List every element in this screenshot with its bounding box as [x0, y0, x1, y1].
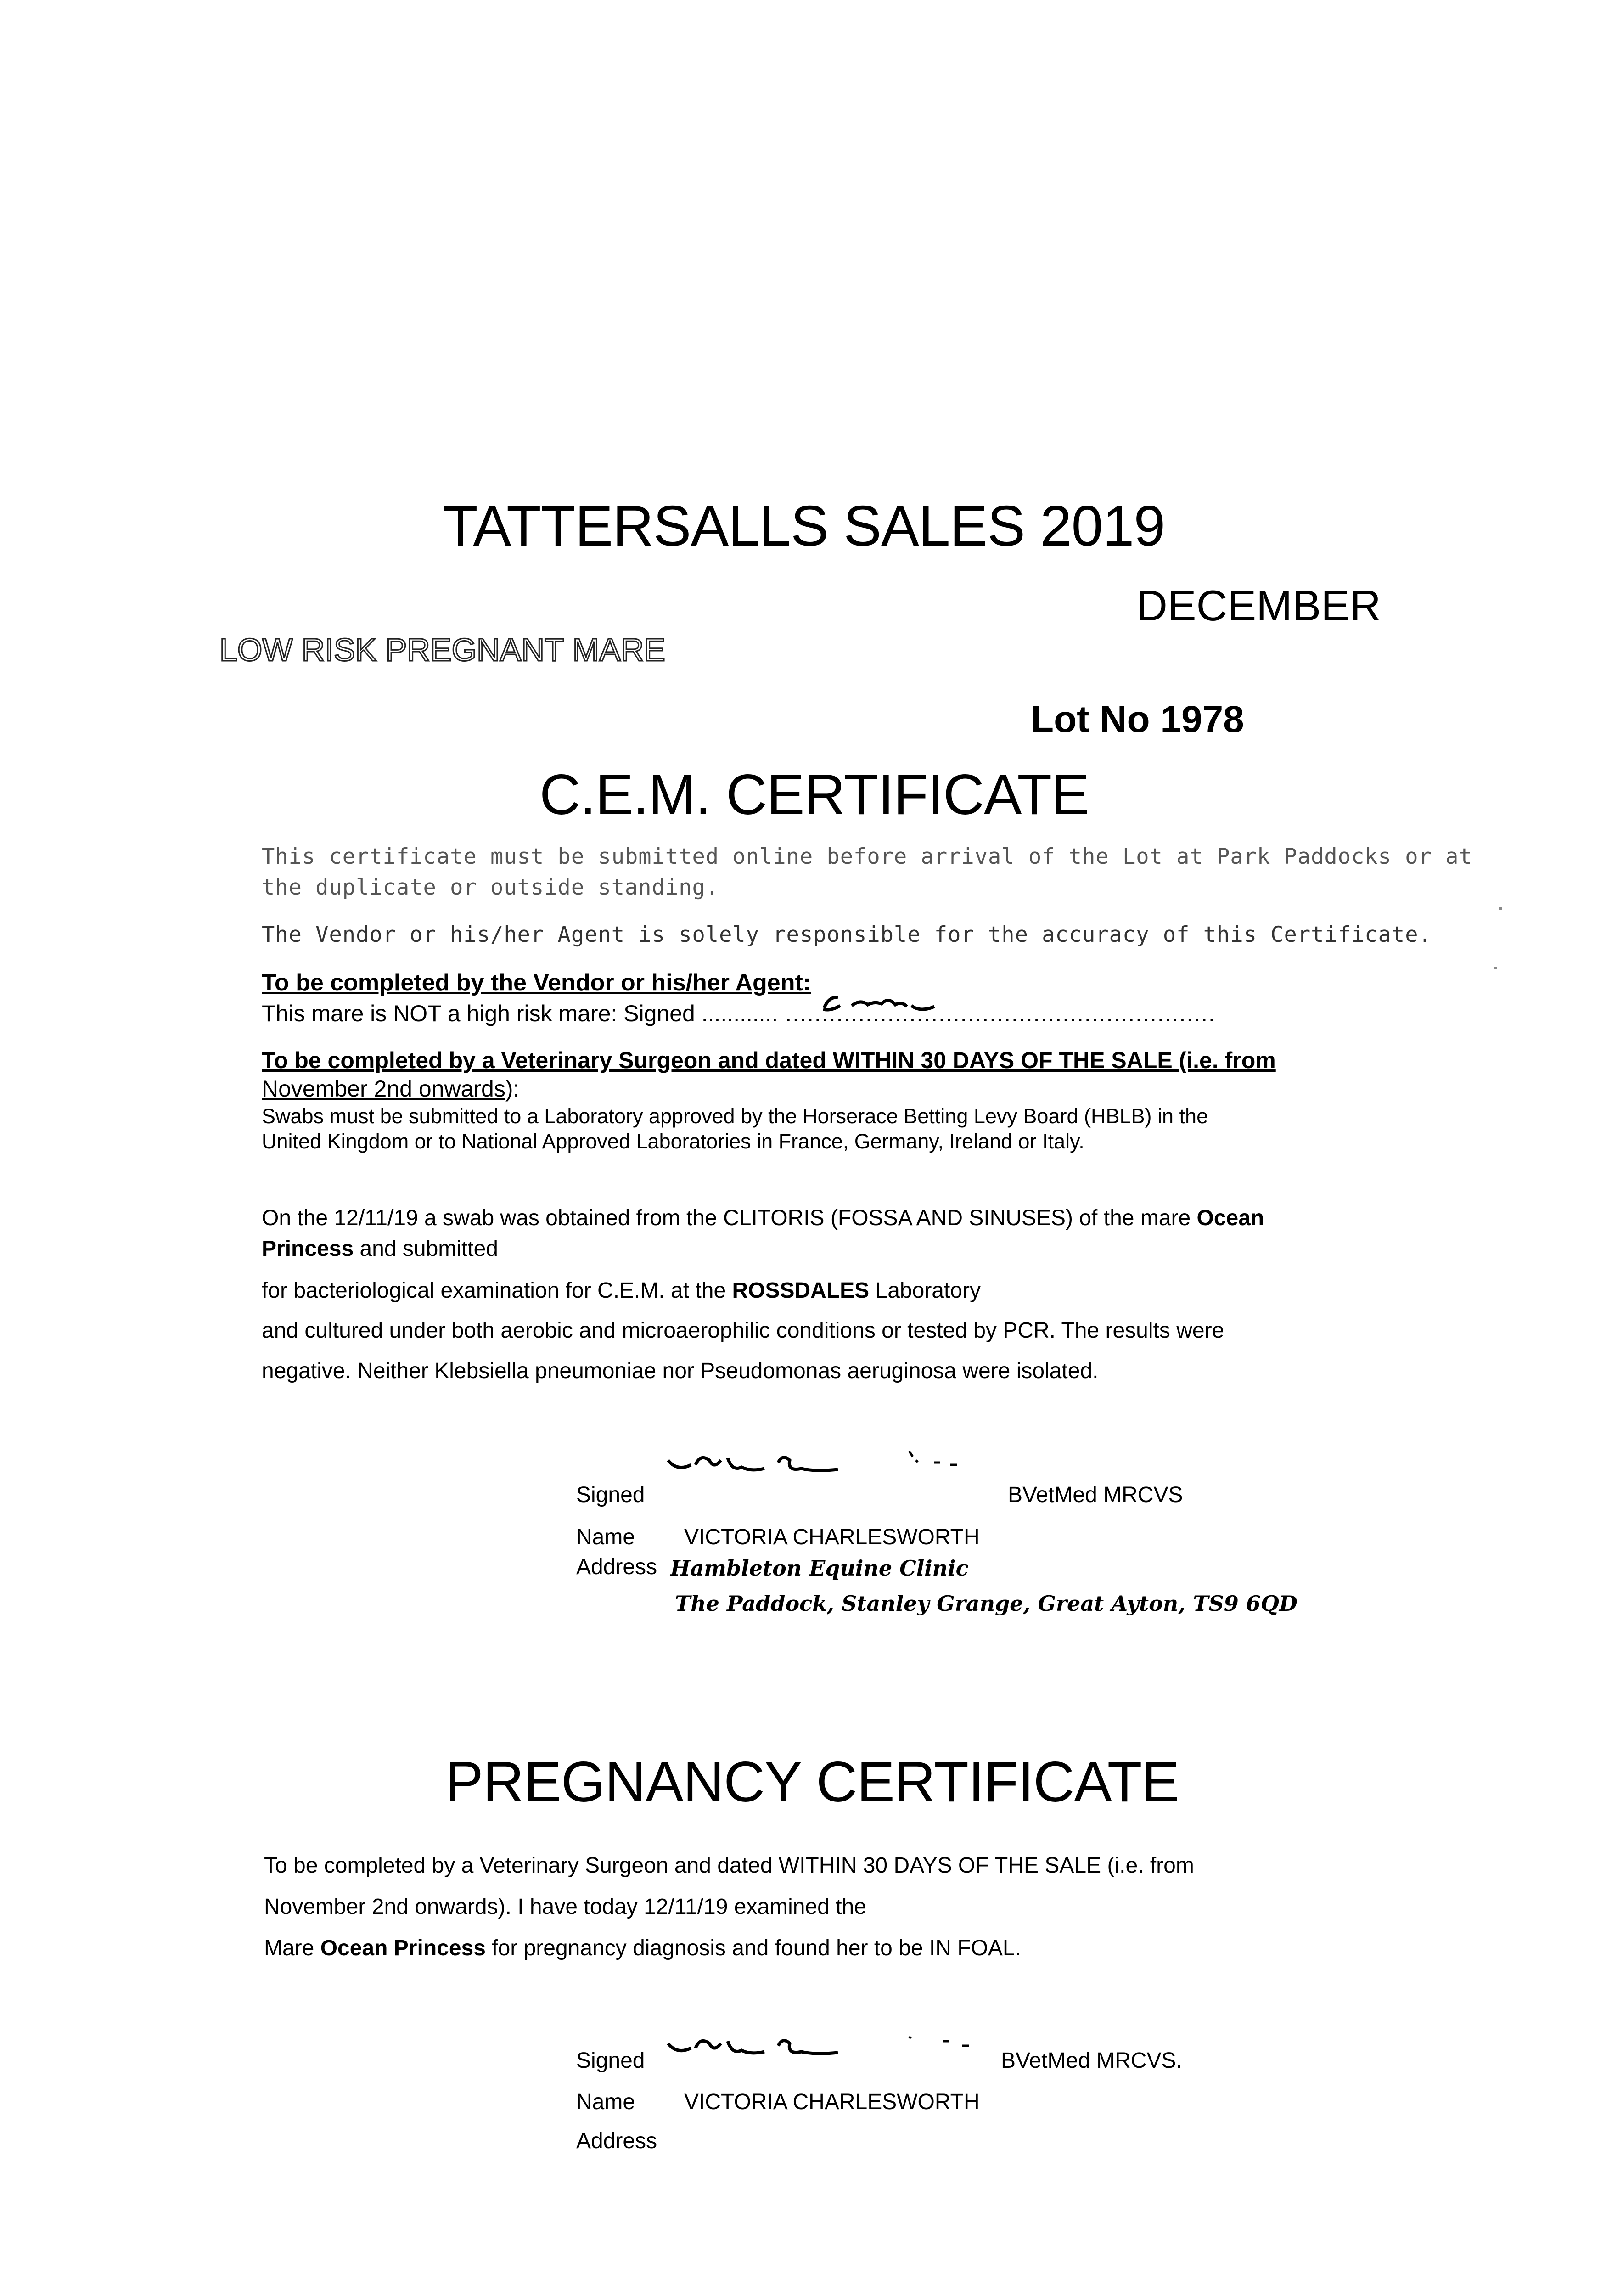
result-line3-text: for bacteriological examination for C.E.M. at the [262, 1278, 732, 1303]
pregnancy-signature-mark [907, 2030, 976, 2055]
vendor-signature [820, 987, 948, 1019]
pregnancy-name-label: Name [576, 2090, 635, 2114]
result-line4: and cultured under both aerobic and microaerophilic conditions or tested by PCR. The results were [262, 1318, 1224, 1343]
cem-notice-line2: the duplicate or outside standing. [262, 875, 719, 900]
vet-heading-suffix: ): [505, 1076, 520, 1102]
cem-notice-line1: This certificate must be submitted online before arrival of the Lot at Park Paddocks or at [262, 844, 1472, 869]
pregnancy-qualification: BVetMed MRCVS. [1001, 2048, 1182, 2073]
cem-vet-signature [663, 1446, 884, 1488]
category-label: LOW RISK PREGNANT MARE [219, 632, 666, 668]
mare-name-part2: Princess [262, 1237, 354, 1261]
signature-mark [907, 1449, 962, 1475]
document-title: TATTERSALLS SALES 2019 [443, 495, 1165, 558]
result-line5: negative. Neither Klebsiella pneumoniae nor Pseudomonas aeruginosa were isolated. [262, 1359, 1099, 1383]
pregnancy-vet-name: VICTORIA CHARLESWORTH [684, 2090, 980, 2114]
pregnancy-signed-label: Signed [576, 2048, 645, 2073]
vendor-heading: To be completed by the Vendor or his/her Agent: [262, 969, 811, 996]
cem-qualification: BVetMed MRCVS [1008, 1483, 1183, 1507]
vendor-statement-text: This mare is NOT a high risk mare: Signed [262, 1001, 695, 1026]
cem-address-line1: Hambleton Equine Clinic [670, 1556, 969, 1581]
cem-vet-name: VICTORIA CHARLESWORTH [684, 1525, 980, 1549]
pregnancy-line3-prefix: Mare [264, 1936, 320, 1960]
cem-signed-label: Signed [576, 1483, 645, 1507]
pregnancy-address-label: Address [576, 2129, 657, 2153]
result-line3 [262, 1278, 981, 1303]
vet-heading-line2 [262, 1075, 519, 1102]
result-line1 [262, 1205, 1264, 1231]
scan-speck [1499, 907, 1502, 910]
swab-line1: Swabs must be submitted to a Laboratory approved by the Horserace Betting Levy Board (HBLB) in the [262, 1104, 1208, 1128]
sale-month: DECEMBER [1136, 581, 1381, 630]
lab-name: ROSSDALES [732, 1278, 870, 1303]
result-line1-text: On the 12/11/19 a swab was obtained from the CLITORIS (FOSSA AND SINUSES) of the mare [262, 1206, 1197, 1230]
cem-responsibility: The Vendor or his/her Agent is solely responsible for the accuracy of this Certificate. [262, 922, 1432, 947]
result-line2-text: and submitted [354, 1237, 498, 1261]
pregnancy-mare-name: Ocean Princess [320, 1936, 486, 1960]
result-line2 [262, 1236, 498, 1261]
mare-name-part1: Ocean [1196, 1206, 1264, 1230]
cem-address-label: Address [576, 1555, 657, 1579]
pregnancy-line3 [264, 1936, 1021, 1961]
pregnancy-vet-signature [663, 2030, 875, 2071]
vet-heading-line1: To be completed by a Veterinary Surgeon and dated WITHIN 30 DAYS OF THE SALE (i.e. from [262, 1047, 1276, 1073]
cem-name-label: Name [576, 1525, 635, 1549]
cem-address-line2: The Paddock, Stanley Grange, Great Ayton, TS9 6QD [675, 1591, 1297, 1616]
result-line3-suffix: Laboratory [869, 1278, 981, 1303]
pregnancy-line2: November 2nd onwards). I have today 12/11/19 examined the [264, 1895, 866, 1919]
scan-speck [1494, 967, 1497, 969]
cem-title: C.E.M. CERTIFICATE [539, 763, 1089, 827]
pregnancy-title: PREGNANCY CERTIFICATE [445, 1750, 1179, 1814]
pregnancy-line1: To be completed by a Veterinary Surgeon and dated WITHIN 30 DAYS OF THE SALE (i.e. from [264, 1853, 1194, 1878]
vendor-statement: This mare is NOT a high risk mare: Signed ............ ........................................................... [262, 1001, 1216, 1026]
pregnancy-line3-text: for pregnancy diagnosis and found her to be IN FOAL. [485, 1936, 1021, 1960]
lot-number: Lot No 1978 [1031, 698, 1244, 740]
swab-line2: United Kingdom or to National Approved Laboratories in France, Germany, Ireland or Italy. [262, 1130, 1084, 1153]
vet-heading-date: November 2nd onwards [262, 1076, 505, 1102]
